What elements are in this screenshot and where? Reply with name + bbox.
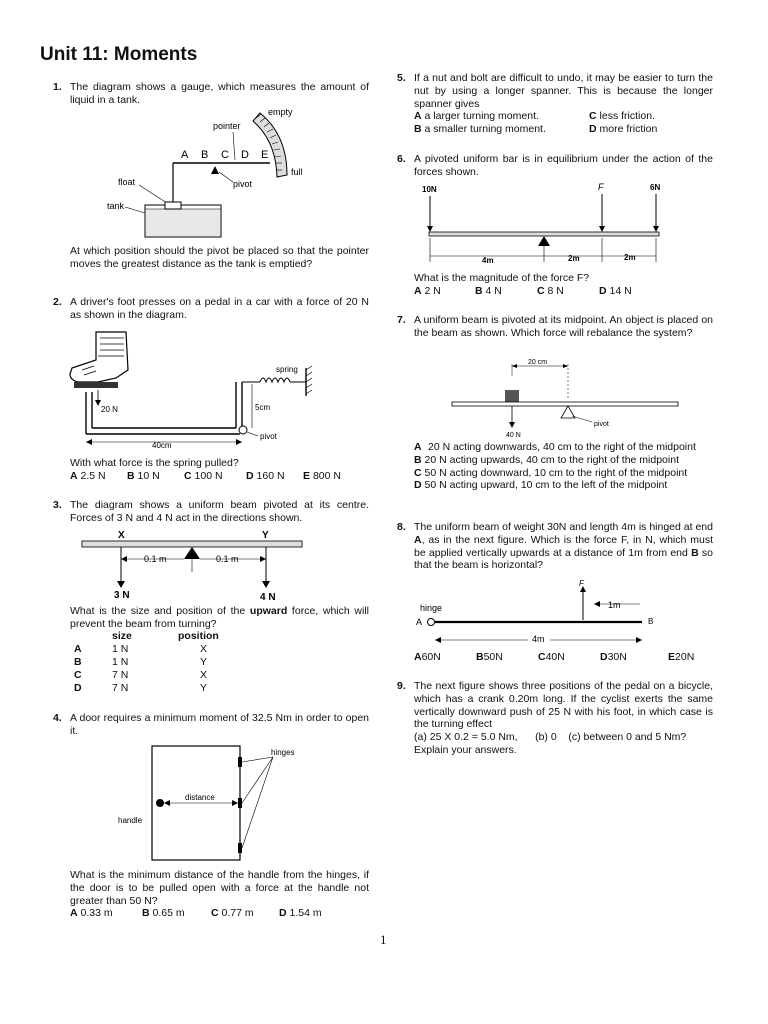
label-Y: Y	[262, 530, 269, 541]
question-number: 8.	[397, 521, 406, 533]
label-0.1m-left: 0.1 m	[144, 554, 167, 564]
label-hinges: hinges	[271, 748, 295, 757]
label-full: full	[291, 167, 303, 177]
label-pivot: pivot	[260, 432, 277, 441]
label-hinge: hinge	[420, 603, 443, 613]
label-C: C	[221, 149, 229, 161]
liquid	[146, 209, 220, 236]
hinged-beam-diagram	[416, 578, 676, 648]
label-force: 20 N	[101, 405, 118, 414]
question-3	[53, 499, 369, 525]
question-parts: (a) 25 X 0.2 = 5.0 Nm, (b) 0 (c) between 0 and 5 Nm?	[414, 731, 687, 744]
question-stem: A door requires a minimum moment of 32.5 Nm in order to open it.	[70, 712, 369, 737]
question-7	[397, 314, 713, 340]
label-B: B	[201, 149, 209, 161]
page-title: Unit 11: Moments	[40, 44, 198, 65]
label-distance: distance	[185, 793, 215, 802]
options: A60N B50N C40N D30N E20N	[414, 651, 695, 663]
options: A 0.33 m B 0.65 m C 0.77 m D 1.54 m	[70, 907, 322, 920]
float	[165, 202, 181, 209]
question-3-text	[70, 605, 369, 631]
question-number: 9.	[397, 680, 406, 692]
label-X: X	[118, 530, 125, 541]
question-2	[53, 296, 369, 322]
question-stem: The next figure shows three positions of the pedal on a bicycle, which has a crank 0.20m long. If the cyclist exerts the same vertically downward push of 25 N with his foot, in which case is the turning effect	[414, 680, 713, 731]
question-prompt: What is the magnitude of the force F?	[414, 272, 590, 284]
label-3N: 3 N	[114, 590, 130, 601]
label-handle: handle	[118, 816, 143, 825]
question-1	[53, 81, 369, 107]
question-prompt: What is the minimum distance of the handle from the hinges, if the door is to be pulled open with a force at the handle not greater than 50 N?	[70, 869, 369, 907]
question-stem: A uniform beam is pivoted at its midpoint. An object is placed on the beam as shown. Which force will rebalance the system?	[414, 314, 713, 339]
label-empty: empty	[268, 107, 293, 117]
label-40cm: 40cm	[152, 441, 172, 450]
question-prompt: What is the size and position of the upward force, which will prevent the beam from turning?	[70, 605, 369, 630]
label-B: B	[648, 617, 654, 626]
question-5	[397, 72, 713, 136]
col-position: position	[178, 629, 219, 642]
label-pivot: pivot	[233, 179, 253, 189]
label-1m: 1m	[608, 600, 621, 610]
label-pointer: pointer	[213, 121, 241, 131]
label-6N: 6N	[650, 183, 661, 192]
handle-icon	[156, 799, 164, 807]
hinge-middle	[238, 798, 242, 808]
label-pivot: pivot	[594, 421, 609, 428]
beam	[452, 402, 678, 406]
question-7-options: A 20 N acting downwards, 40 cm to the right of the midpoint B 20 N acting upwards, 40 cm to the right of the midpoint C 50 N acting downward, 10 cm to the right of the midpoint D 50 N acting upward, 10 cm to the left of the midpoint	[414, 441, 696, 492]
question-prompt: At which position should the pivot be placed so that the pointer moves the greatest distance as the tank is emptied?	[70, 245, 369, 270]
question-stem: The diagram shows a gauge, which measures the amount of liquid in a tank.	[70, 81, 369, 106]
question-4	[53, 712, 369, 738]
question-2-text	[70, 457, 369, 483]
label-A: A	[416, 617, 423, 627]
hinge-top	[238, 757, 242, 767]
label-D: D	[241, 149, 249, 161]
label-2m-a: 2m	[568, 254, 580, 263]
page-number: 1	[380, 932, 387, 947]
question-number: 5.	[397, 72, 406, 84]
question-8-options	[414, 651, 713, 664]
pivot-icon	[239, 426, 247, 434]
question-8	[397, 521, 713, 572]
object	[505, 390, 519, 402]
label-E: E	[261, 149, 269, 161]
label-float: float	[118, 177, 136, 187]
door-diagram	[115, 743, 315, 863]
question-9	[397, 680, 713, 757]
beam-diagram-7	[452, 356, 682, 441]
question-number: 1.	[53, 81, 62, 93]
question-6-text	[414, 272, 713, 298]
beam	[82, 541, 302, 547]
bar-diagram-6	[422, 182, 682, 267]
question-stem: The diagram shows a uniform beam pivoted at its centre. Forces of 3 N and 4 N act in the directions shown.	[70, 499, 369, 524]
beam-diagram-3	[80, 528, 310, 603]
question-stem: A pivoted uniform bar is in equilibrium under the action of the forces shown.	[414, 153, 713, 178]
label-40N: 40 N	[506, 432, 521, 439]
spring-icon	[260, 378, 290, 382]
question-stem: The uniform beam of weight 30N and length 4m is hinged at end A, as in the next figure. Which is the force F, in N, which must be applied vertically upwards at a distance of 1m from end B so that the beam is horizontal?	[414, 521, 713, 572]
gauge-diagram	[105, 105, 345, 245]
label-2m-b: 2m	[624, 253, 636, 262]
pivot-icon	[211, 166, 219, 174]
options: A a larger turning moment. C less friction. B a smaller turning moment. D more friction	[414, 110, 658, 136]
boot-icon	[70, 332, 128, 382]
label-4m: 4m	[532, 634, 545, 644]
bar	[429, 232, 659, 236]
label-A: A	[181, 149, 189, 161]
label-4m: 4m	[482, 256, 494, 265]
label-10N: 10N	[422, 185, 437, 194]
options: A 2.5 N B 10 N C 100 N D 160 N E 800 N	[70, 469, 341, 482]
options: A 2 N B 4 N C 8 N D 14 N	[414, 284, 632, 297]
gauge-scale	[253, 113, 287, 177]
label-0.1m-right: 0.1 m	[216, 554, 239, 564]
label-spring: spring	[276, 365, 298, 374]
col-size: size	[112, 629, 132, 642]
label-5cm: 5cm	[255, 403, 271, 412]
pedal-diagram	[68, 330, 328, 450]
hinge-bottom	[238, 843, 242, 853]
question-explain: Explain your answers.	[414, 743, 517, 756]
question-1-text	[70, 245, 369, 271]
label-tank: tank	[107, 201, 125, 211]
question-number: 4.	[53, 712, 62, 724]
label-F: F	[598, 182, 604, 192]
question-stem: A driver's foot presses on a pedal in a car with a force of 20 N as shown in the diagram.	[70, 296, 369, 321]
pivot-icon	[184, 547, 200, 559]
question-6	[397, 153, 713, 179]
label-20cm: 20 cm	[528, 359, 548, 366]
question-prompt: With what force is the spring pulled?	[70, 457, 239, 469]
question-number: 7.	[397, 314, 406, 326]
question-number: 2.	[53, 296, 62, 308]
question-number: 3.	[53, 499, 62, 511]
label-4N: 4 N	[260, 592, 276, 603]
options-table: size position A 1 N X B 1 N Y C 7 N X D 7 N Y	[74, 629, 219, 694]
question-stem: If a nut and bolt are difficult to undo, it may be easier to turn the nut by using a longer spanner. This is because the longer spanner gives	[414, 72, 713, 110]
pivot-icon	[538, 236, 550, 246]
question-number: 6.	[397, 153, 406, 165]
hinge-icon	[428, 619, 435, 626]
label-F: F	[579, 579, 584, 588]
question-4-text	[70, 869, 369, 920]
